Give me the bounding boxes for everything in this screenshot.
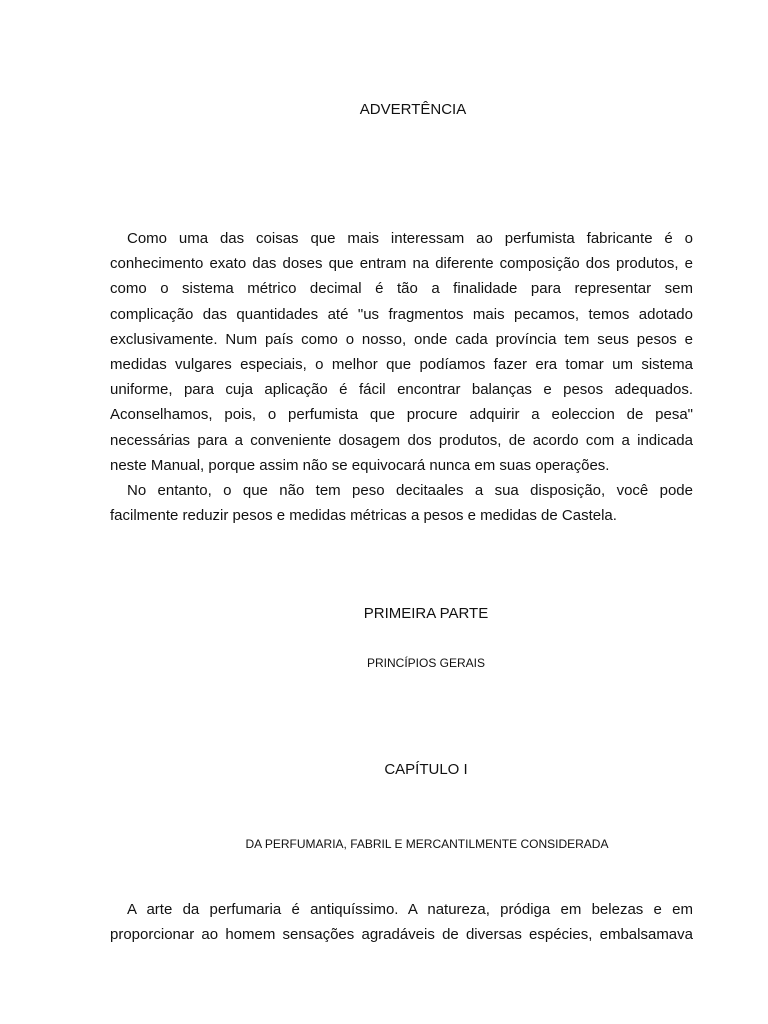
paragraph-line: A arte da perfumaria é antiquíssimo. A natureza, pródiga em belezas e em	[127, 901, 693, 918]
paragraph-line: neste Manual, porque assim não se equivocará nunca em suas operações.	[110, 456, 610, 474]
section-title-advertencia: ADVERTÊNCIA	[359, 101, 467, 118]
paragraph-no-entanto	[110, 478, 693, 528]
paragraph-line: conhecimento exato das doses que entram na diferente composição dos produtos, e	[110, 255, 693, 273]
paragraph-line: facilmente reduzir pesos e medidas métricas a pesos e medidas de Castela.	[110, 507, 617, 525]
paragraph-line: medidas vulgares especiais, o melhor que podíamos fazer era tomar um sistema	[110, 355, 693, 373]
paragraph-line: proporcionar ao homem sensações agradáveis de diversas espécies, embalsamava	[110, 926, 693, 944]
part-title: PRIMEIRA PARTE	[363, 605, 489, 622]
paragraph-line: necessárias para a conveniente dosagem dos produtos, de acordo com a indicada	[110, 431, 693, 449]
paragraph-line: uniforme, para cuja aplicação é fácil encontrar balanças e pesos adequados.	[110, 381, 693, 399]
chapter-number: CAPÍTULO I	[384, 761, 468, 778]
paragraph-line: No entanto, o que não tem peso decitaales a sua disposição, você pode	[127, 482, 693, 499]
chapter-title: DA PERFUMARIA, FABRIL E MERCANTILMENTE CONSIDERADA	[245, 837, 609, 851]
paragraph-line: exclusivamente. Num país como o nosso, onde cada província tem seus pesos e	[110, 330, 693, 348]
paragraph-line: complicação das quantidades até "us fragmentos mais pecamos, temos adotado	[110, 305, 693, 323]
paragraph-line: como o sistema métrico decimal é tão a finalidade para representar sem	[110, 280, 693, 298]
paragraph-arte	[110, 897, 693, 947]
paragraph-line: Como uma das coisas que mais interessam ao perfumista fabricante é o	[127, 230, 693, 247]
paragraph-advertencia	[110, 226, 693, 478]
paragraph-line: Aconselhamos, pois, o perfumista que procure adquirir a eoleccion de pesa"	[110, 406, 693, 424]
part-subtitle: PRINCÍPIOS GERAIS	[366, 656, 486, 670]
